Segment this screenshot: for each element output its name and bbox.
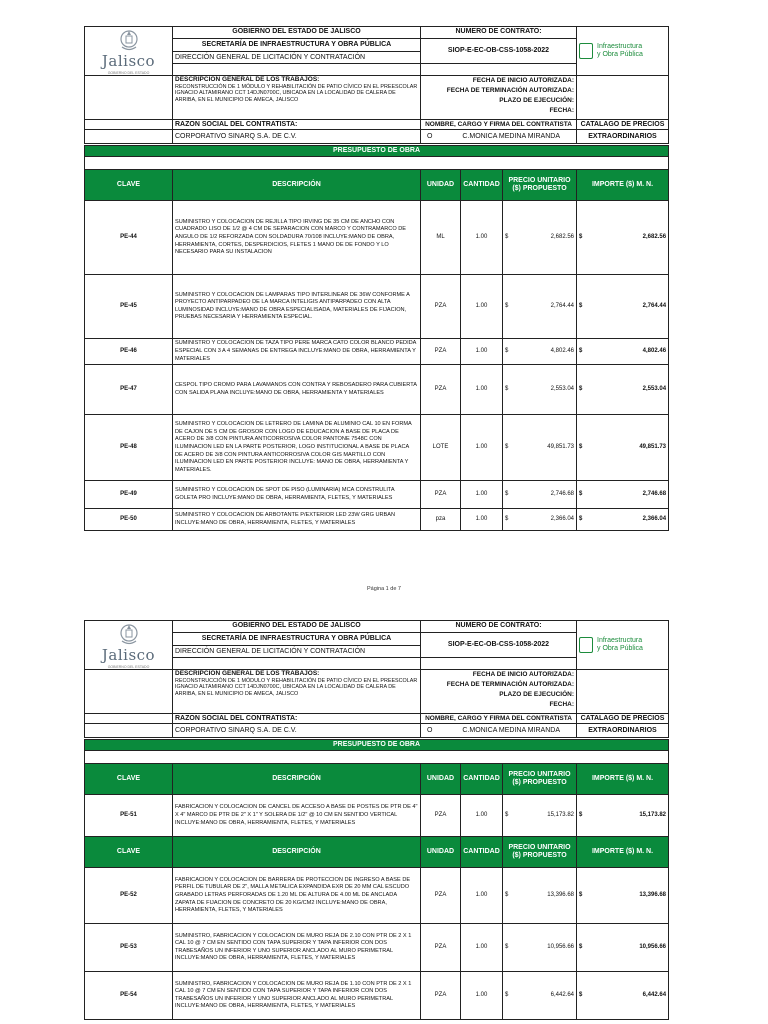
row-precio: $ 10,956.66 (503, 924, 577, 972)
row-importe: $ 6,442.64 (577, 972, 669, 1020)
fecha-inicio-label: FECHA DE INICIO AUTORIZADA: (472, 77, 574, 85)
col-importe: IMPORTE ($) M. N. (577, 837, 669, 868)
row-importe: $ 13,396.68 (577, 868, 669, 924)
currency-symbol: $ (505, 516, 509, 523)
col-unidad: UNIDAD (421, 170, 461, 201)
currency-symbol: $ (579, 516, 583, 523)
direccion-title: DIRECCIÓN GENERAL DE LICITACIÓN Y CONTRATACIÓN (173, 646, 421, 658)
row-descripcion: FABRICACION Y COLOCACION DE BARRERA DE PROTECCION DE INGRESO A BASE DE PERFIL DE TUBULAR DE 2", MALLA METALICA EXPANDIDA EXR DE 20 MM CAL ESCUDO GRABADO LETRAS PERFORADAS DE 1.20 ML DE ALTURA DE 4.00 ML DE ANCLADA ZAPATA DE FIJACION DE CONCRETO DE 20 KG/CM2 INCLUYE:MANO DE OBRA, HERRAMIENTA, FLETES, Y MATERIALES (173, 868, 421, 924)
row-unidad: ML (421, 201, 461, 275)
row-descripcion: SUMINISTRO Y COLOCACION DE SPOT DE PISO (LUMINARIA) MCA CONSTRULITA GOLETA PRO INCLUYE:MANO DE OBRA, HERRAMIENTA, FLETES, Y MATERIALES (173, 481, 421, 509)
col-clave: CLAVE (85, 764, 173, 795)
table-row (85, 924, 669, 972)
currency-symbol: $ (505, 348, 509, 355)
currency-symbol: $ (579, 812, 583, 819)
row-clave: PE-52 (85, 868, 173, 924)
row-clave: PE-54 (85, 972, 173, 1020)
col-cantidad: CANTIDAD (461, 170, 503, 201)
secretaria-title: SECRETARÍA DE INFRAESTRUCTURA Y OBRA PÚBLICA (173, 39, 421, 52)
row-unidad: PZA (421, 481, 461, 509)
row-importe: $ 2,764.44 (577, 275, 669, 339)
fecha-inicio-label: FECHA DE INICIO AUTORIZADA: (472, 671, 574, 679)
row-unidad: pza (421, 509, 461, 531)
jalisco-logo-text: Jalisco (101, 646, 156, 664)
row-precio: $ 2,682.56 (503, 201, 577, 275)
currency-symbol: $ (579, 234, 583, 241)
row-importe: $ 10,956.66 (577, 924, 669, 972)
row-cantidad: 1.00 (461, 924, 503, 972)
nombre-o: O (427, 726, 433, 734)
row-clave: PE-48 (85, 415, 173, 481)
row-descripcion: SUMINISTRO Y COLOCACION DE REJILLA TIPO IRVING DE 35 CM DE ANCHO CON CUADRADO LISO DE 1/2 @ 4 CM DE SEPARACION CON MARCO Y CONTRAMARCO DE ANGULO DE 1/2 REFORZADA CON SOLDADURA 70/108 INCLUYE:MANO DE OBRA, HERRAMIENTA, CORTES, DESPERDICIOS, FLETES 1 MANO DE DE FONDO Y LO NECESARIO PARA SU INSTALACION (173, 201, 421, 275)
table-row (85, 509, 669, 531)
col-cantidad: CANTIDAD (461, 837, 503, 868)
row-precio: $ 2,366.04 (503, 509, 577, 531)
row-descripcion: SUMINISTRO Y COLOCACION DE LAMPARAS TIPO INTERLINEAR DE 36W CONFORME A PROYECTO ANTIPARPADEO DE LA MARCA INTELIGIS ANTIPARPADEO CON ALTA LUMINOSIDAD INCLUYE:MANO DE OBRA ESPECIALISADA, MATERIALES DE FIJACION, PRUEBAS NECESARIA Y HERRAMIENTA ESPECIAL. (173, 275, 421, 339)
row-clave: PE-47 (85, 365, 173, 415)
extraordinarios-label: EXTRAORDINARIOS (577, 724, 669, 738)
row-clave: PE-49 (85, 481, 173, 509)
extraordinarios-label: EXTRAORDINARIOS (577, 130, 669, 144)
infra-logo: Infraestructura y Obra Pública (577, 621, 669, 670)
page-number: Página 1 de 7 (367, 586, 401, 592)
currency-symbol: $ (579, 444, 583, 451)
jalisco-logo (85, 27, 173, 76)
plazo-ejecucion-label: PLAZO DE EJECUCIÓN: (499, 691, 574, 699)
table-row (85, 339, 669, 365)
row-unidad: PZA (421, 868, 461, 924)
document-header (84, 620, 669, 751)
col-clave: CLAVE (85, 170, 173, 201)
col-unidad: UNIDAD (421, 837, 461, 868)
currency-symbol: $ (505, 234, 509, 241)
col-unidad: UNIDAD (421, 764, 461, 795)
infra-logo-icon (579, 637, 593, 653)
column-header-row (85, 764, 669, 795)
col-importe: IMPORTE ($) M. N. (577, 764, 669, 795)
row-unidad: PZA (421, 275, 461, 339)
row-clave: PE-46 (85, 339, 173, 365)
row-cantidad: 1.00 (461, 415, 503, 481)
currency-symbol: $ (579, 386, 583, 393)
nombre-firma-label: NOMBRE, CARGO Y FIRMA DEL CONTRATISTA (421, 714, 577, 724)
table-row (85, 365, 669, 415)
descripcion-general-text: RECONSTRUCCIÓN DE 1 MÓDULO Y REHABILITACIÓN DE PATIO CÍVICO EN EL PREESCOLAR IGNACIO ALTAMIRANO CCT 14DJN0700C, UBICADA EN LA LOCALIDAD DE CALERA DE ARRIBA, EN EL MUNICIPIO DE AMECA, JALISCO (175, 83, 418, 103)
jalisco-crest-icon (116, 621, 142, 647)
row-descripcion: SUMINISTRO Y COLOCACION DE ARBOTANTE P/EXTERIOR LED 23W GRG URBAN INCLUYE:MANO DE OBRA, HERRAMIENTA, FLETES, Y MATERIALES (173, 509, 421, 531)
row-precio: $ 2,553.04 (503, 365, 577, 415)
row-descripcion: FABRICACION Y COLOCACION DE CANCEL DE ACCESO A BASE DE POSTES DE PTR DE 4" X 4" MARCO DE PTR DE 2" X 1" Y SOLERA DE 1/2" @ 10 CM EN SENTIDO VERTICAL INCLUYE:MANO DE OBRA, HERRAMIENTA, FLETES, Y MATERIALES (173, 795, 421, 837)
contrato-value: SIOP-E-EC-OB-CSS-1058-2022 (421, 633, 577, 658)
budget-table-page-1 (84, 157, 669, 531)
table-row (85, 972, 669, 1020)
fecha-label: FECHA: (549, 701, 574, 709)
table-row (85, 415, 669, 481)
infra-logo: Infraestructura y Obra Pública (577, 27, 669, 76)
row-cantidad: 1.00 (461, 365, 503, 415)
col-importe: IMPORTE ($) M. N. (577, 170, 669, 201)
nombre-value: C.MONICA MEDINA MIRANDA (462, 726, 560, 734)
nombre-firma-label: NOMBRE, CARGO Y FIRMA DEL CONTRATISTA (421, 120, 577, 130)
row-cantidad: 1.00 (461, 509, 503, 531)
currency-symbol: $ (505, 892, 509, 899)
row-precio: $ 2,746.68 (503, 481, 577, 509)
row-precio: $ 2,764.44 (503, 275, 577, 339)
fecha-terminacion-label: FECHA DE TERMINACIÓN AUTORIZADA: (446, 681, 574, 689)
row-clave: PE-53 (85, 924, 173, 972)
col-cantidad: CANTIDAD (461, 764, 503, 795)
row-descripcion: SUMINISTRO Y COLOCACION DE LETRERO DE LAMINA DE ALUMINIO CAL 10 EN FORMA DE CAJON DE 5 CM DE GROSOR CON LOGO DE EDUCACION A BASE DE PLACA DE ACERO DE 3/8 CON PINTURA ANTICORROSIVA COLOR PANTONE 7548C CON ILUMINACION LED EN LA PARTE POSTERIOR, LOGO INSTITUCIONAL A BASE DE PLACA DE ACERO DE 3/8 CON PINTURA ANTICORROSIVA COLOR GIS MARTILLO CON ILUMINACION LED EN PARTE POSTERIOR INCLUYE: MANO DE OBRA, HERRAMIENTA Y MATERIALES. (173, 415, 421, 481)
row-cantidad: 1.00 (461, 339, 503, 365)
row-cantidad: 1.00 (461, 868, 503, 924)
col-clave: CLAVE (85, 837, 173, 868)
row-cantidad: 1.00 (461, 795, 503, 837)
jalisco-logo (85, 621, 173, 670)
row-cantidad: 1.00 (461, 201, 503, 275)
currency-symbol: $ (579, 348, 583, 355)
jalisco-crest-icon (116, 27, 142, 53)
document-header (84, 26, 669, 157)
col-precio: PRECIO UNITARIO ($) PROPUESTO (503, 764, 577, 795)
currency-symbol: $ (505, 992, 509, 999)
row-precio: $ 6,442.64 (503, 972, 577, 1020)
descripcion-general-label: DESCRIPCIÓN GENERAL DE LOS TRABAJOS: (175, 670, 320, 678)
row-importe: $ 4,802.46 (577, 339, 669, 365)
row-clave: PE-44 (85, 201, 173, 275)
row-descripcion: SUMINISTRO, FABRICACION Y COLOCACION DE MURO REJA DE 1.10 CON PTR DE 2 X 1 CAL 10 @ 7 CM EN SENTIDO CON TAPA SUPERIOR Y TAPA INFERIOR CON DOS TRABESAÑOS UN INFERIOR Y UNO SUPERIOR ANCLADO AL MURO PERIMETRAL INCLUYE:MANO DE OBRA, HERRAMIENTA, FLETES, Y MATERIALES (173, 972, 421, 1020)
document-page-1 (84, 26, 668, 548)
row-precio: $ 49,851.73 (503, 415, 577, 481)
presupuesto-banner: PRESUPUESTO DE OBRA (85, 740, 669, 751)
table-row (85, 795, 669, 837)
contrato-label: NUMERO DE CONTRATO: (421, 621, 577, 633)
nombre-o: O (427, 132, 433, 140)
budget-table-page-2 (84, 751, 669, 1020)
row-unidad: LOTE (421, 415, 461, 481)
column-header-row (85, 170, 669, 201)
row-precio: $ 4,802.46 (503, 339, 577, 365)
row-clave: PE-51 (85, 795, 173, 837)
row-cantidad: 1.00 (461, 275, 503, 339)
currency-symbol: $ (505, 812, 509, 819)
razon-social-value: CORPORATIVO SINARQ S.A. DE C.V. (173, 130, 421, 144)
infra-logo-icon (579, 43, 593, 59)
row-clave: PE-50 (85, 509, 173, 531)
currency-symbol: $ (579, 892, 583, 899)
razon-social-value: CORPORATIVO SINARQ S.A. DE C.V. (173, 724, 421, 738)
row-importe: $ 2,366.04 (577, 509, 669, 531)
row-precio: $ 15,173.82 (503, 795, 577, 837)
contrato-label: NUMERO DE CONTRATO: (421, 27, 577, 39)
direccion-title: DIRECCIÓN GENERAL DE LICITACIÓN Y CONTRATACIÓN (173, 52, 421, 64)
currency-symbol: $ (505, 386, 509, 393)
plazo-ejecucion-label: PLAZO DE EJECUCIÓN: (499, 97, 574, 105)
presupuesto-banner: PRESUPUESTO DE OBRA (85, 146, 669, 157)
descripcion-general-text: RECONSTRUCCIÓN DE 1 MÓDULO Y REHABILITACIÓN DE PATIO CÍVICO EN EL PREESCOLAR IGNACIO ALTAMIRANO CCT 14DJN0700C, UBICADA EN LA LOCALIDAD DE CALERA DE ARRIBA, EN EL MUNICIPIO DE AMECA, JALISCO (175, 677, 418, 697)
row-importe: $ 49,851.73 (577, 415, 669, 481)
catalogo-label: CATALAGO DE PRECIOS (577, 714, 669, 724)
catalogo-label: CATALAGO DE PRECIOS (577, 120, 669, 130)
jalisco-logo-subtitle: GOBIERNO DEL ESTADO (107, 665, 150, 670)
currency-symbol: $ (579, 303, 583, 310)
gobierno-title: GOBIERNO DEL ESTADO DE JALISCO (173, 621, 421, 633)
jalisco-logo-text: Jalisco (101, 52, 156, 70)
row-importe: $ 2,746.68 (577, 481, 669, 509)
row-cantidad: 1.00 (461, 481, 503, 509)
column-header-row (85, 837, 669, 868)
row-precio: $ 13,396.68 (503, 868, 577, 924)
nombre-value: C.MONICA MEDINA MIRANDA (462, 132, 560, 140)
row-descripcion: SUMINISTRO Y COLOCACION DE TAZA TIPO PERE MARCA CATO COLOR BLANCO PEDIDA ESPECIAL CON 3 A 4 SEMANAS DE ENTREGA INCLUYE:MANO DE OBRA, HERRAMIENTA Y MATERIALES (173, 339, 421, 365)
row-importe: $ 15,173.82 (577, 795, 669, 837)
secretaria-title: SECRETARÍA DE INFRAESTRUCTURA Y OBRA PÚBLICA (173, 633, 421, 646)
currency-symbol: $ (505, 444, 509, 451)
table-row (85, 868, 669, 924)
row-unidad: PZA (421, 339, 461, 365)
contrato-value: SIOP-E-EC-OB-CSS-1058-2022 (421, 39, 577, 64)
col-precio: PRECIO UNITARIO ($) PROPUESTO (503, 837, 577, 868)
table-row (85, 275, 669, 339)
currency-symbol: $ (505, 491, 509, 498)
row-descripcion: SUMINISTRO, FABRICACION Y COLOCACION DE MURO REJA DE 2.10 CON PTR DE 2 X 1 CAL 10 @ 7 CM EN SENTIDO CON TAPA SUPERIOR Y TAPA INFERIOR CON DOS TRABESAÑOS UN INFERIOR Y UNO SUPERIOR ANCLADO AL MURO PERIMETRAL INCLUYE:MANO DE OBRA, HERRAMIENTA, FLETES, Y MATERIALES (173, 924, 421, 972)
currency-symbol: $ (579, 944, 583, 951)
col-descripcion: DESCRIPCIÓN (173, 837, 421, 868)
currency-symbol: $ (505, 303, 509, 310)
row-unidad: PZA (421, 795, 461, 837)
fecha-label: FECHA: (549, 107, 574, 115)
jalisco-logo-subtitle: GOBIERNO DEL ESTADO (107, 71, 150, 76)
row-unidad: PZA (421, 972, 461, 1020)
row-cantidad: 1.00 (461, 972, 503, 1020)
col-precio: PRECIO UNITARIO ($) PROPUESTO (503, 170, 577, 201)
row-descripcion: CESPOL TIPO CROMO PARA LAVAMANOS CON CONTRA Y REBOSADERO PARA CUBIERTA CON SALIDA PLANA INCLUYE:MANO DE OBRA, HERRAMIENTA Y MATERIALES (173, 365, 421, 415)
col-descripcion: DESCRIPCIÓN (173, 764, 421, 795)
row-importe: $ 2,682.56 (577, 201, 669, 275)
currency-symbol: $ (505, 944, 509, 951)
currency-symbol: $ (579, 992, 583, 999)
col-descripcion: DESCRIPCIÓN (173, 170, 421, 201)
descripcion-general-label: DESCRIPCIÓN GENERAL DE LOS TRABAJOS: (175, 76, 320, 84)
table-row (85, 201, 669, 275)
razon-social-label: RAZON SOCIAL DEL CONTRATISTA: (173, 120, 421, 130)
row-unidad: PZA (421, 924, 461, 972)
document-page-2 (84, 620, 668, 1024)
razon-social-label: RAZON SOCIAL DEL CONTRATISTA: (173, 714, 421, 724)
fecha-terminacion-label: FECHA DE TERMINACIÓN AUTORIZADA: (446, 87, 574, 95)
gobierno-title: GOBIERNO DEL ESTADO DE JALISCO (173, 27, 421, 39)
row-clave: PE-45 (85, 275, 173, 339)
currency-symbol: $ (579, 491, 583, 498)
row-unidad: PZA (421, 365, 461, 415)
table-row (85, 481, 669, 509)
row-importe: $ 2,553.04 (577, 365, 669, 415)
